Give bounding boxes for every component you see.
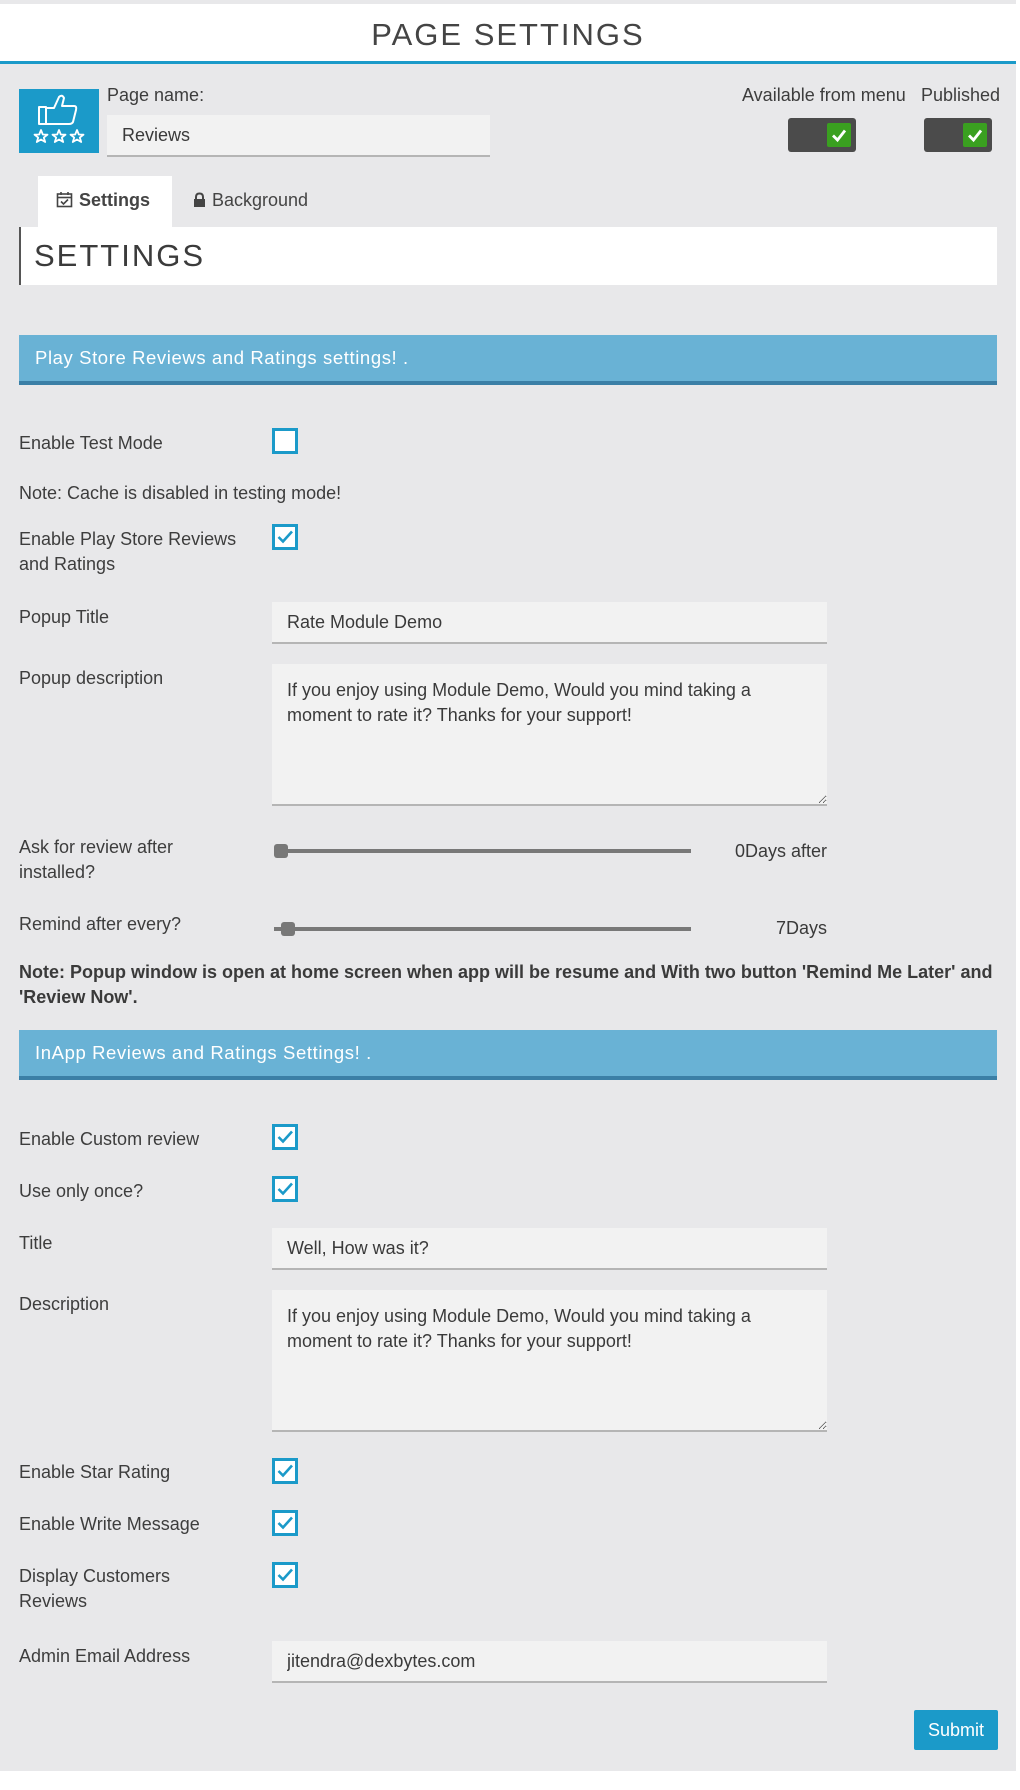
popup-title-label: Popup Title — [19, 607, 110, 627]
admin-email-input[interactable] — [272, 1641, 827, 1683]
tab-settings[interactable] — [38, 176, 172, 228]
cache-note: Note: Cache is disabled in testing mode! — [19, 483, 342, 503]
check-icon — [276, 1128, 294, 1146]
use-only-once-label: Use only once? — [19, 1181, 144, 1201]
available-from-menu-label: Available from menu — [742, 85, 906, 105]
check-icon — [276, 1462, 294, 1480]
lock-icon — [193, 178, 206, 226]
admin-email-label: Admin Email Address — [19, 1646, 191, 1666]
ask-review-label: Ask for review after installed? — [19, 837, 174, 882]
remind-slider-handle[interactable] — [281, 922, 295, 936]
custom-review-checkbox[interactable] — [272, 1124, 298, 1150]
remind-label: Remind after every? — [19, 914, 182, 934]
check-icon — [276, 528, 294, 546]
star-rating-label: Enable Star Rating — [19, 1462, 171, 1482]
title-label: Title — [19, 1233, 53, 1253]
display-reviews-checkbox[interactable] — [272, 1562, 298, 1588]
playstore-section-header: Play Store Reviews and Ratings settings! . — [19, 335, 997, 385]
page-name-label: Page name: — [107, 85, 205, 105]
available-from-menu-toggle[interactable] — [788, 118, 856, 152]
check-icon — [276, 1180, 294, 1198]
tab-settings-label: Settings — [79, 190, 151, 210]
ask-review-slider-handle[interactable] — [274, 844, 288, 858]
custom-review-label: Enable Custom review — [19, 1129, 200, 1149]
enable-playstore-checkbox[interactable] — [272, 524, 298, 550]
remind-value: 7Days — [775, 918, 827, 938]
enable-playstore-label: Enable Play Store Reviews and Ratings — [19, 529, 237, 574]
ask-review-slider-track[interactable] — [274, 849, 691, 853]
popup-note: Note: Popup window is open at home screen when app will be resume and With two button 'Remind Me Later' and 'Review Now'. — [19, 962, 993, 1007]
tab-background-label: Background — [212, 190, 309, 210]
popup-description-label: Popup description — [19, 668, 164, 688]
title-input[interactable] — [272, 1228, 827, 1270]
check-icon — [827, 123, 851, 147]
description-textarea[interactable] — [272, 1290, 827, 1432]
settings-heading-box — [19, 227, 997, 285]
write-message-checkbox[interactable] — [272, 1510, 298, 1536]
page-name-input[interactable] — [107, 115, 490, 157]
published-label: Published — [921, 85, 1001, 105]
ask-review-value: 0Days after — [734, 841, 827, 861]
write-message-label: Enable Write Message — [19, 1514, 200, 1534]
inapp-section-header: InApp Reviews and Ratings Settings! . — [19, 1030, 997, 1080]
remind-slider-track[interactable] — [274, 927, 691, 931]
settings-heading: SETTINGS — [34, 238, 206, 273]
submit-button[interactable]: Submit — [914, 1710, 998, 1750]
page-title: PAGE SETTINGS — [371, 17, 645, 52]
check-icon — [276, 1514, 294, 1532]
published-toggle[interactable] — [924, 118, 992, 152]
tab-background[interactable] — [193, 176, 343, 228]
use-only-once-checkbox[interactable] — [272, 1176, 298, 1202]
calendar-check-icon — [56, 178, 73, 226]
test-mode-label: Enable Test Mode — [19, 433, 163, 453]
description-label: Description — [19, 1294, 110, 1314]
star-rating-checkbox[interactable] — [272, 1458, 298, 1484]
display-reviews-label: Display Customers Reviews — [19, 1566, 171, 1611]
test-mode-checkbox[interactable] — [272, 428, 298, 454]
popup-title-input[interactable] — [272, 602, 827, 644]
page-header — [0, 4, 1016, 64]
popup-description-textarea[interactable] — [272, 664, 827, 806]
check-icon — [963, 123, 987, 147]
check-icon — [276, 1566, 294, 1584]
thumbs-up-stars-icon[interactable] — [19, 89, 99, 153]
